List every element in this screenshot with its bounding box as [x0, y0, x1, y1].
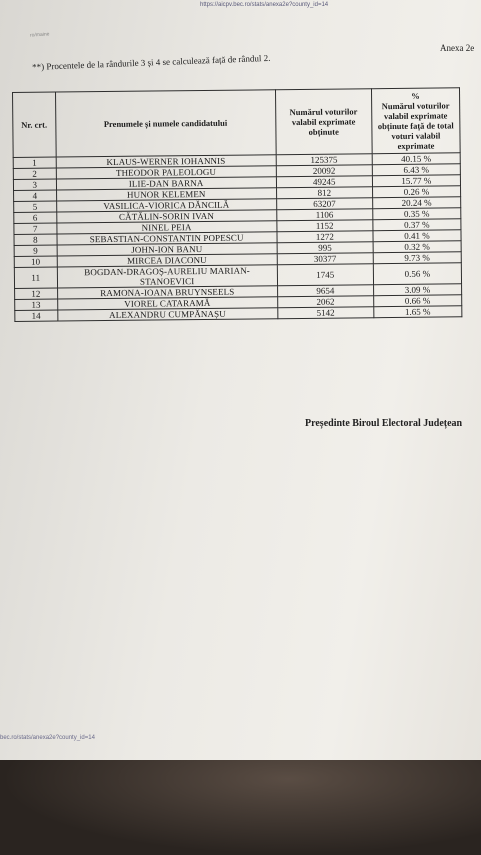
cell-percent: 20.24 % — [372, 197, 460, 209]
cell-percent: 0.56 % — [373, 263, 461, 285]
percentage-note: **) Procentele de la rândurile 3 și 4 se calculează față de rândul 2. — [32, 52, 271, 72]
signature-label: Președinte Biroul Electoral Județean — [305, 418, 463, 429]
cell-nr: 4 — [14, 190, 57, 201]
cell-nr: 7 — [14, 223, 57, 234]
cell-percent: 0.35 % — [373, 208, 461, 220]
annex-label: Anexa 2e — [440, 43, 475, 53]
header-percent-symbol: % — [411, 90, 420, 101]
cell-nr: 3 — [13, 179, 56, 190]
cell-votes: 1106 — [277, 209, 373, 221]
cell-name: VIOREL CATARAMĂ — [57, 297, 277, 310]
cell-percent: 40.15 % — [372, 153, 460, 165]
cell-nr: 9 — [14, 245, 57, 256]
cell-percent: 6.43 % — [372, 164, 460, 176]
cell-name: VASILICA-VIORICA DĂNCILĂ — [56, 199, 276, 212]
cell-nr: 2 — [13, 168, 56, 179]
cell-percent: 0.37 % — [373, 219, 461, 231]
cell-nr: 11 — [14, 267, 57, 288]
cell-votes: 9654 — [277, 285, 373, 297]
cell-percent: 15.77 % — [372, 175, 460, 187]
cell-votes: 1745 — [277, 264, 373, 286]
cell-name: ILIE-DAN BARNA — [56, 177, 276, 190]
cell-name: SEBASTIAN-CONSTANTIN POPESCU — [57, 232, 277, 245]
print-url-header: https://aicpv.bec.ro/stats/anexa2e?county_id=14 — [200, 2, 329, 8]
cell-percent: 0.26 % — [372, 186, 460, 198]
cell-votes: 995 — [277, 242, 373, 254]
cell-percent: 0.66 % — [373, 295, 461, 307]
cell-name: KLAUS-WERNER IOHANNIS — [56, 155, 276, 168]
cell-nr: 13 — [15, 299, 58, 310]
cell-name: RAMONA-IOANA BRUYNSEELS — [57, 286, 277, 299]
cell-votes: 63207 — [276, 198, 372, 210]
cell-name: NINEL PEIA — [56, 221, 276, 234]
cell-votes: 2062 — [277, 296, 373, 308]
cell-percent: 0.41 % — [373, 230, 461, 242]
print-date-header: ro/maine — [29, 31, 50, 39]
cell-percent: 9.73 % — [373, 252, 461, 264]
cell-nr: 14 — [15, 310, 58, 321]
cell-nr: 6 — [14, 212, 57, 223]
cell-nr: 1 — [13, 157, 56, 168]
cell-votes: 1152 — [277, 220, 373, 232]
cell-votes: 20092 — [276, 165, 372, 177]
header-percent-text: Numărul voturilor valabil exprimate obținute față de total voturi valabil exprimate — [377, 100, 454, 151]
header-nr: Nr. crt. — [13, 92, 56, 157]
cell-name: THEODOR PALEOLOGU — [56, 166, 276, 179]
results-table — [12, 87, 462, 322]
cell-name: HUNOR KELEMEN — [56, 188, 276, 201]
cell-votes: 812 — [276, 187, 372, 199]
cell-nr: 5 — [14, 201, 57, 212]
cell-name: MIRCEA DIACONU — [57, 254, 277, 267]
cell-nr: 10 — [14, 256, 57, 267]
cell-nr: 12 — [15, 288, 58, 299]
print-url-footer: bec.ro/stats/anexa2e?county_id=14 — [0, 735, 95, 741]
header-percent — [371, 88, 460, 154]
table-header-row — [13, 88, 461, 158]
cell-percent: 0.32 % — [373, 241, 461, 253]
background-surface — [0, 760, 481, 855]
cell-name: JOHN-ION BANU — [57, 243, 277, 256]
cell-votes: 30377 — [277, 253, 373, 265]
cell-votes: 1272 — [277, 231, 373, 243]
cell-votes: 49245 — [276, 176, 372, 188]
cell-percent: 1.65 % — [374, 306, 462, 318]
cell-name: ALEXANDRU CUMPĂNAȘU — [57, 308, 277, 321]
cell-votes: 125375 — [276, 154, 372, 166]
cell-percent: 3.09 % — [373, 284, 461, 296]
header-name: Prenumele și numele candidatului — [55, 90, 276, 157]
cell-votes: 5142 — [278, 307, 374, 319]
cell-name: CĂTĂLIN-SORIN IVAN — [56, 210, 276, 223]
cell-name: BOGDAN-DRAGOȘ-AURELIU MARIAN-STANOEVICI — [57, 265, 277, 288]
cell-nr: 8 — [14, 234, 57, 245]
table-body — [13, 153, 462, 322]
header-votes: Numărul voturilor valabil exprimate obținute — [275, 89, 372, 155]
